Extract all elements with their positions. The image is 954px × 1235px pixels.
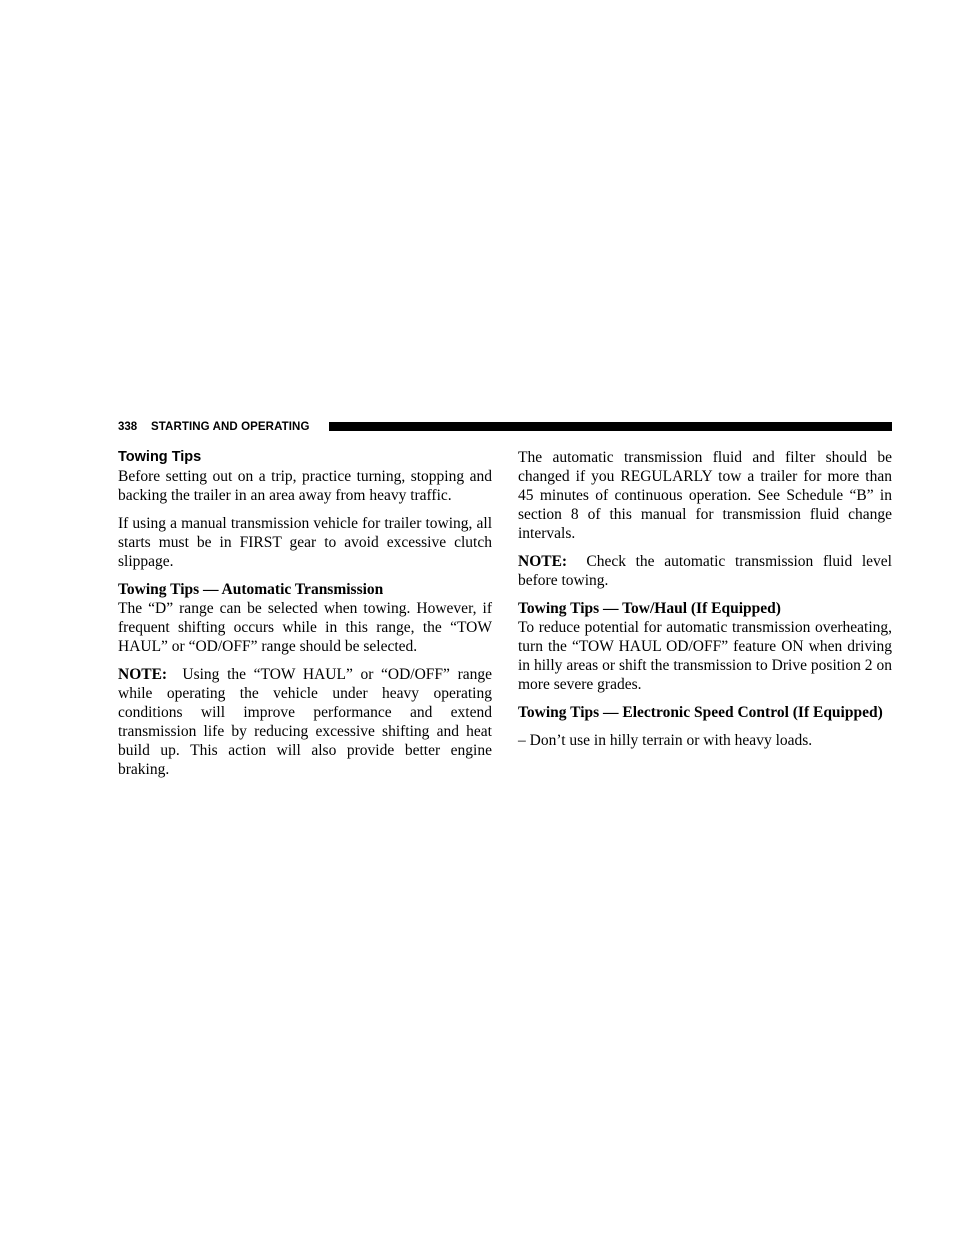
- paragraph-overheating: To reduce potential for automatic transmission overheating, turn the “TOW HAUL OD/OFF” feature ON when driving in hilly areas or shift the transmission to Drive position 2 on more severe grades.: [518, 619, 892, 693]
- paragraph-before-trip: Before setting out on a trip, practice turning, stopping and backing the trailer in an area away from heavy traffic.: [118, 468, 492, 504]
- note-tow-haul: [118, 665, 492, 779]
- paragraph-manual-transmission: If using a manual transmission vehicle for trailer towing, all starts must be in FIRST gear to avoid excessive clutch slippage.: [118, 515, 492, 570]
- note-fluid-level: [518, 552, 892, 590]
- page-number: 338: [118, 421, 138, 433]
- heading-automatic-transmission: Towing Tips — Automatic Transmission: [118, 581, 384, 598]
- heading-towing-tips: Towing Tips: [118, 449, 202, 465]
- paragraph-fluid-filter: The automatic transmission fluid and filter should be changed if you REGULARLY tow a trailer for more than 45 minutes of continuous operation. See Schedule “B” in section 8 of this manual for transmission fluid change intervals.: [518, 449, 892, 542]
- section-title: STARTING AND OPERATING: [151, 421, 310, 433]
- paragraph-d-range: The “D” range can be selected when towing. However, if frequent shifting occurs while in this range, the “TOW HAUL” or “OD/OFF” range should be selected.: [118, 600, 492, 655]
- heading-tow-haul: Towing Tips — Tow/Haul (If Equipped): [518, 600, 781, 617]
- note-label: NOTE:: [518, 553, 568, 570]
- heading-speed-control: Towing Tips — Electronic Speed Control (If Equipped): [518, 704, 883, 721]
- header-rule: [329, 422, 892, 431]
- right-column: [518, 448, 892, 759]
- left-column: [118, 448, 492, 788]
- note-label: NOTE:: [118, 666, 168, 683]
- list-item-hilly-terrain: – Don’t use in hilly terrain or with heavy loads.: [518, 732, 813, 749]
- note-text: Using the “TOW HAUL” or “OD/OFF” range while operating the vehicle under heavy operating conditions will improve performance and extend transmission life by reducing excessive shifting and heat build up. This action will also provide better engine braking.: [118, 666, 492, 778]
- note-text: Check the automatic transmission fluid level before towing.: [518, 553, 892, 589]
- page-header: [118, 419, 892, 435]
